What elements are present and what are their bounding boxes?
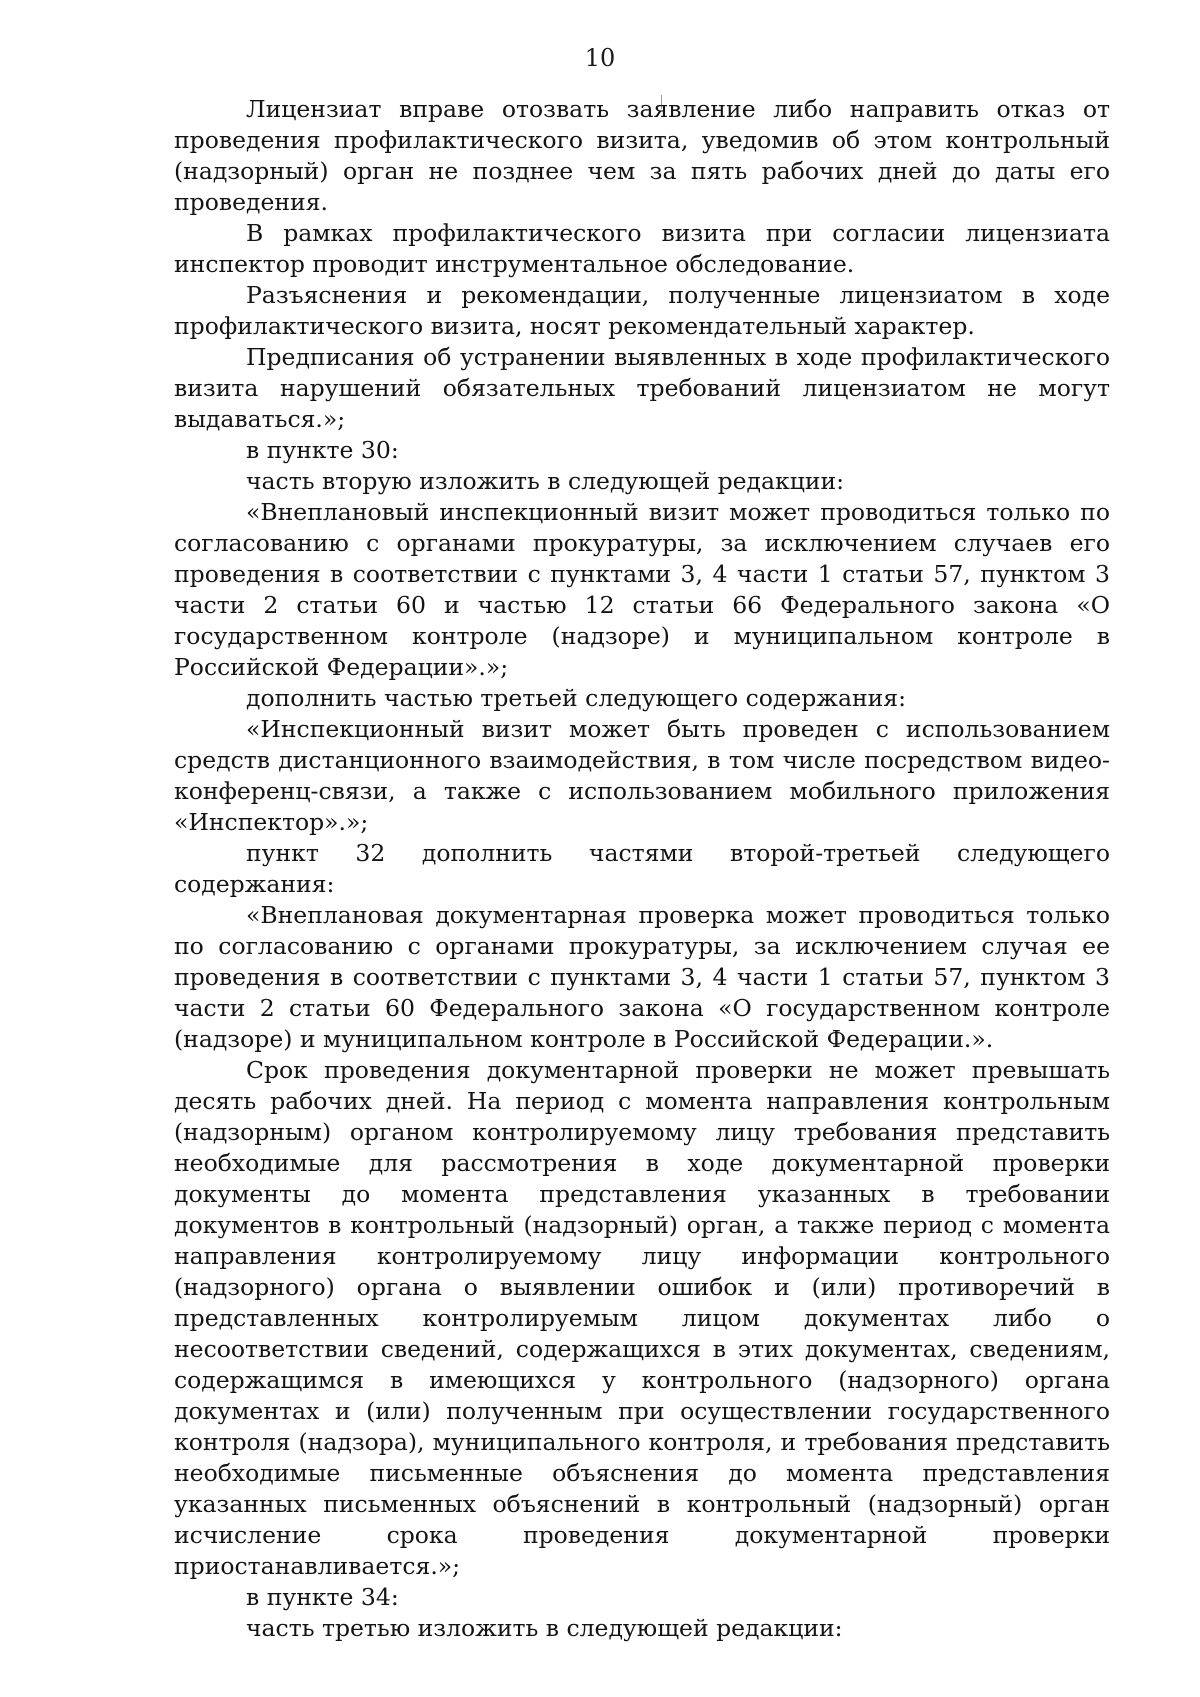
paragraph-license-withdrawal: Лицензиат вправе отозвать заявление либо направить отказ от проведения профилактического визита, уведомив об этом контрольный (надзорный) орган не позднее чем за пять рабочих дней до даты его проведения. [174,95,1110,216]
paragraph-part-two-edit: часть вторую изложить в следующей редакции: [246,467,845,495]
paragraph-prescriptions: Предписания об устранении выявленных в ходе профилактического визита нарушений обязательных требований лицензиатом не могут выдаваться.»; [174,343,1110,433]
paragraph-add-part-three: дополнить частью третьей следующего содержания: [246,684,907,712]
page-number: 10 [584,44,616,72]
paragraph-clause-34: в пункте 34: [246,1583,399,1611]
document-body [174,94,1110,1644]
paragraph-remote-visit: «Инспекционный визит может быть проведен с использованием средств дистанционного взаимодействия, в том числе посредством видео-конференц-связи, а также с использованием мобильного приложения «Инспектор».»; [174,715,1110,836]
paragraph-part-three-edit: часть третью изложить в следующей редакции: [246,1614,843,1642]
paragraph-documentary-check: «Внеплановая документарная проверка может проводиться только по согласованию с органами прокуратуры, за исключением случая ее проведения в соответствии с пунктами 3, 4 части 1 статьи 57, пунктом 3 части 2 статьи 60 Федерального закона «О государственном контроле (надзоре) и муниципальном контроле в Российской Федерации.». [174,901,1110,1053]
paragraph-clause-32: пункт 32 дополнить частями второй-третьей следующего содержания: [174,839,1110,898]
paragraph-clause-30: в пункте 30: [246,436,399,464]
paragraph-recommendations: Разъяснения и рекомендации, полученные лицензиатом в ходе профилактического визита, носят рекомендательный характер. [174,281,1110,340]
paragraph-instrumental-inspection: В рамках профилактического визита при согласии лицензиата инспектор проводит инструментальное обследование. [174,219,1110,278]
paragraph-unscheduled-visit: «Внеплановый инспекционный визит может проводиться только по согласованию с органами прокуратуры, за исключением случаев его проведения в соответствии с пунктами 3, 4 части 1 статьи 57, пунктом 3 части 2 статьи 60 и частью 12 статьи 66 Федерального закона «О государственном контроле (надзоре) и муниципальном контроле в Российской Федерации».»; [174,498,1110,681]
paragraph-check-duration: Срок проведения документарной проверки не может превышать десять рабочих дней. На период с момента направления контрольным (надзорным) органом контролируемому лицу требования представить необходимые для рассмотрения в ходе документарной проверки документы до момента представления указанных в требовании документов в контрольный (надзорный) орган, а также период с момента направления контролируемому лицу информации контрольного (надзорного) органа о выявлении ошибок и (или) противоречий в представленных контролируемым лицом документах либо о несоответствии сведений, содержащихся в этих документах, сведениям, содержащимся в имеющихся у контрольного (надзорного) органа документах и (или) полученным при осуществлении государственного контроля (надзора), муниципального контроля, и требования представить необходимые письменные объяснения до момента представления указанных письменных объяснений в контрольный (надзорный) орган исчисление срока проведения документарной проверки приостанавливается.»; [174,1056,1110,1580]
